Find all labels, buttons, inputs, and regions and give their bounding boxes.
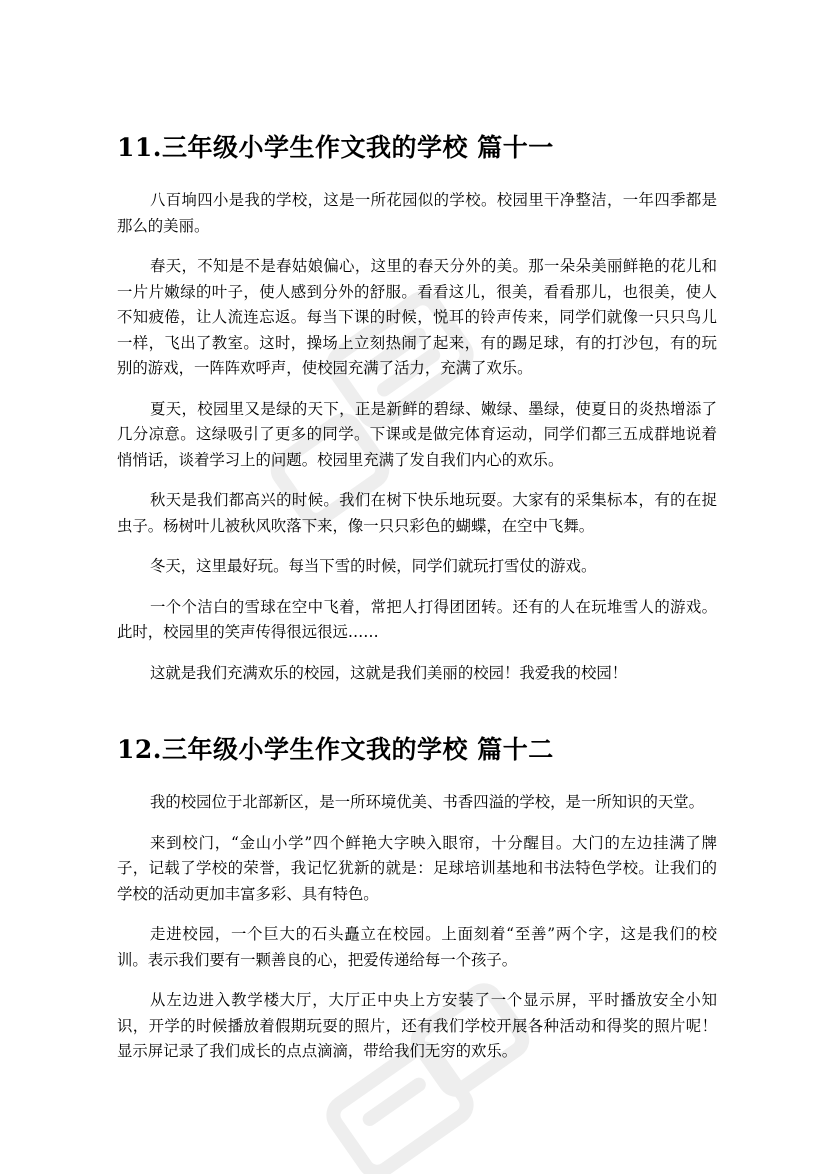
paragraph: 来到校门，“金山小学”四个鲜艳大字映入眼帘，十分醒目。大门的左边挂满了牌子，记载了学校的荣誉，我记忆犹新的就是：足球培训基地和书法特色学校。让我们的学校的活动更加丰富多彩、具有特色。 xyxy=(117,833,717,903)
paragraph: 冬天，这里最好玩。每当下雪的时候，同学们就玩打雪仗的游戏。 xyxy=(150,557,597,575)
section-title: 12.三年级小学生作文我的学校 篇十二 xyxy=(117,735,554,764)
paragraph: 秋天是我们都高兴的时候。我们在树下快乐地玩耍。大家有的采集标本，有的在捉虫子。杨树叶儿被秋风吹落下来，像一只只彩色的蝴蝶，在空中飞舞。 xyxy=(117,491,717,535)
paragraph: 春天，不知是不是春姑娘偏心，这里的春天分外的美。那一朵朵美丽鲜艳的花儿和一片片嫩绿的叶子，使人感到分外的舒服。看看这儿，很美，看看那儿，也很美，使人不知疲倦，让人流连忘返。每当下课的时候，悦耳的铃声传来，同学们就像一只只鸟儿一样，飞出了教室。这时，操场上立刻热闹了起来，有的踢足球，有的打沙包，有的玩别的游戏，一阵阵欢呼声，使校园充满了活力，充满了欢乐。 xyxy=(117,257,717,377)
paragraph: 这就是我们充满欢乐的校园，这就是我们美丽的校园！我爱我的校园！ xyxy=(150,663,628,682)
document-body xyxy=(117,130,717,1080)
paragraph: 一个个洁白的雪球在空中飞着，常把人打得团团转。还有的人在玩堆雪人的游戏。此时，校园里的笑声传得很远很远…… xyxy=(117,597,717,641)
paragraph: 从左边进入教学楼大厅，大厅正中央上方安装了一个显示屏，平时播放安全小知识，开学的时候播放着假期玩耍的照片，还有我们学校开展各种活动和得奖的照片呢！显示屏记录了我们成长的点点滴滴，带给我们无穷的欢乐。 xyxy=(117,991,717,1060)
paragraph: 我的校园位于北部新区，是一所环境优美、书香四溢的学校，是一所知识的天堂。 xyxy=(150,793,705,811)
section-12 xyxy=(117,732,717,1065)
section-title: 11.三年级小学生作文我的学校 篇十一 xyxy=(117,133,554,162)
paragraph: 走进校园，一个巨大的石头矗立在校园。上面刻着“至善”两个字，这是我们的校训。表示我们要有一颗善良的心，把爱传递给每一个孩子。 xyxy=(117,925,717,969)
section-11 xyxy=(117,130,717,686)
paragraph: 夏天，校园里又是绿的天下，正是新鲜的碧绿、嫩绿、墨绿，使夏日的炎热增添了几分凉意。这绿吸引了更多的同学。下课或是做完体育运动，同学们都三五成群地说着悄悄话，谈着学习上的问题。校园里充满了发自我们内心的欢乐。 xyxy=(117,399,717,469)
paragraph: 八百垧四小是我的学校，这是一所花园似的学校。校园里干净整洁，一年四季都是那么的美丽。 xyxy=(117,191,717,235)
